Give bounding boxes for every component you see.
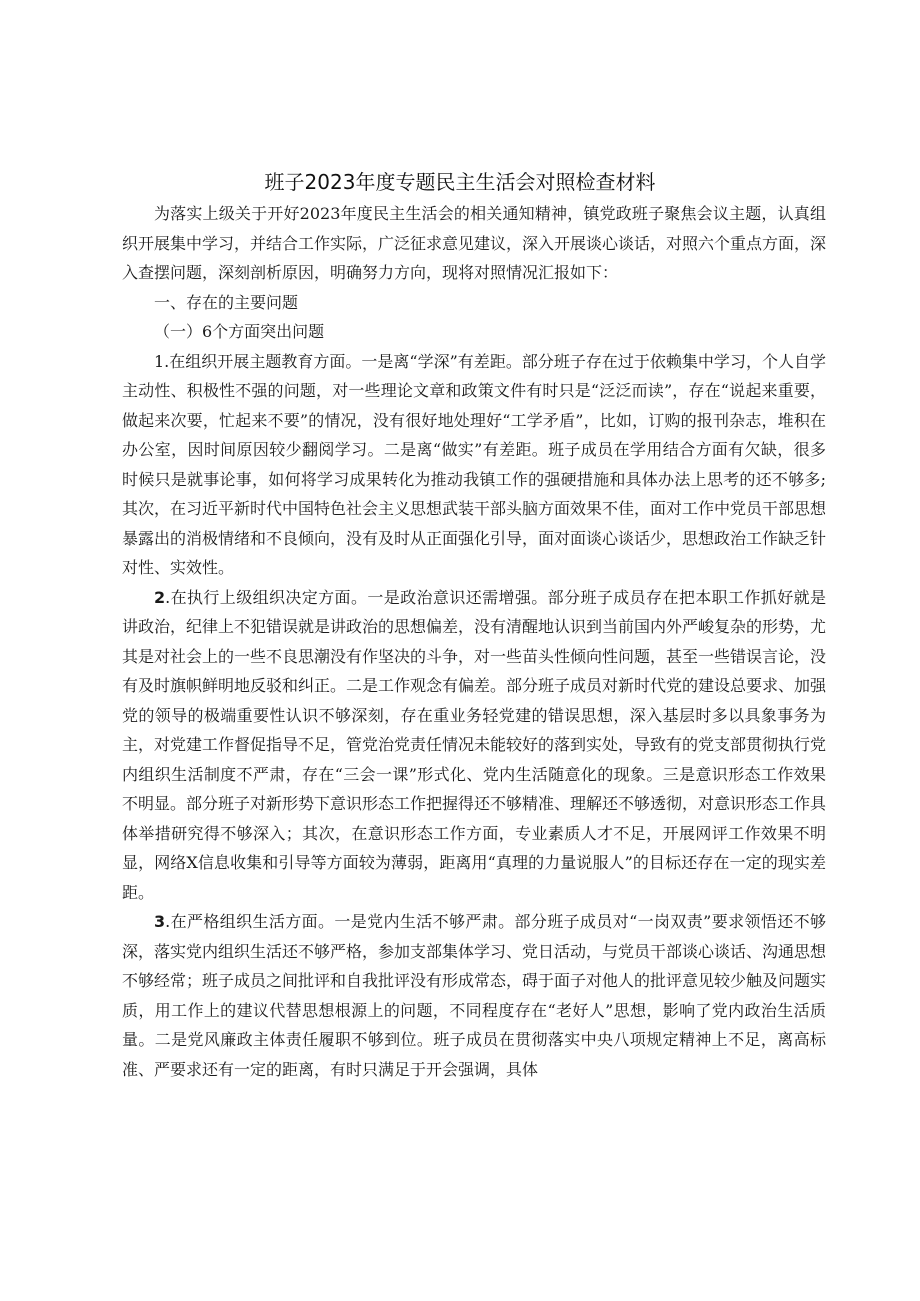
item-3-number: 3 bbox=[154, 912, 166, 931]
intro-paragraph: 为落实上级关于开好2023年度民主生活会的相关通知精神，镇党政班子聚焦会议主题，认真组织开展集中学习，并结合工作实际，广泛征求意见建议，深入开展谈心谈话，对照六个重点方面，深入查摆问题，深刻剖析原因，明确努力方向，现将对照情况汇报如下： bbox=[122, 204, 827, 282]
item-3-text: .在严格组织生活方面。一是党内生活不够严肃。部分班子成员对“一岗双责”要求领悟还不够深，落实党内组织生活还不够严格，参加支部集体学习、党日活动，与党员干部谈心谈话、沟通思想不够经常；班子成员之间批评和自我批评没有形成常态，碍于面子对他人的批评意见较少触及问题实质，用工作上的建议代替思想根源上的问题，不同程度存在“老好人”思想，影响了党内政治生活质量。二是党风廉政主体责任履职不够到位。班子成员在贯彻落实中央八项规定精神上不足，离高标准、严要求还有一定的距离，有时只满足于开会强调，具体 bbox=[122, 912, 827, 1079]
item-2-paragraph bbox=[122, 583, 826, 908]
document-body bbox=[122, 199, 826, 1084]
item-2-text: .在执行上级组织决定方面。一是政治意识还需增强。部分班子成员存在把本职工作抓好就是讲政治，纪律上不犯错误就是讲政治的思想偏差，没有清醒地认识到当前国内外严峻复杂的形势，尤其是对社会上的一些不良思潮没有作坚决的斗争，对一些苗头性倾向性问题，甚至一些错误言论，没有及时旗帜鲜明地反驳和纠正。二是工作观念有偏差。部分班子成员对新时代党的建设总要求、加强党的领导的极端重要性认识不够深刻，存在重业务轻党建的错误思想，深入基层时多以具象事务为主，对党建工作督促指导不足，管党治党责任情况未能较好的落到实处，导致有的党支部贯彻执行党内组织生活制度不严肃，存在“三会一课”形式化、党内生活随意化的现象。三是意识形态工作效果不明显。部分班子对新形势下意识形态工作把握得还不够精准、理解还不够透彻，对意识形态工作具体举措研究得不够深入；其次，在意识形态工作方面，专业素质人才不足，开展网评工作效果不明显，网络X信息收集和引导等方面较为薄弱，距离用“真理的力量说服人”的目标还存在一定的现实差距。 bbox=[122, 587, 827, 902]
item-2-number: 2 bbox=[154, 587, 166, 607]
section-heading: 一、存在的主要问题 bbox=[154, 292, 299, 312]
item-1-paragraph: 1.在组织开展主题教育方面。一是离“学深”有差距。部分班子存在过于依赖集中学习，个人自学主动性、积极性不强的问题，对一些理论文章和政策文件有时只是“泛泛而读”，存在“说起来重要，做起来次要，忙起来不要”的情况，没有很好地处理好“工学矛盾”，比如，订购的报刊杂志，堆积在办公室，因时间原因较少翻阅学习。二是离“做实”有差距。班子成员在学用结合方面有欠缺，很多时候只是就事论事，如何将学习成果转化为推动我镇工作的强硬措施和具体办法上思考的还不够多;其次，在习近平新时代中国特色社会主义思想武装干部头脑方面效果不佳，面对工作中党员干部思想暴露出的消极情绪和不良倾向，没有及时从正面强化引导，面对面谈心谈话少，思想政治工作缺乏针对性、实效性。 bbox=[122, 351, 827, 577]
item-3-paragraph bbox=[122, 907, 826, 1084]
subsection-heading: （一）6个方面突出问题 bbox=[154, 322, 325, 341]
document-title: 班子2023年度专题民主生活会对照检查材料 bbox=[264, 170, 656, 194]
